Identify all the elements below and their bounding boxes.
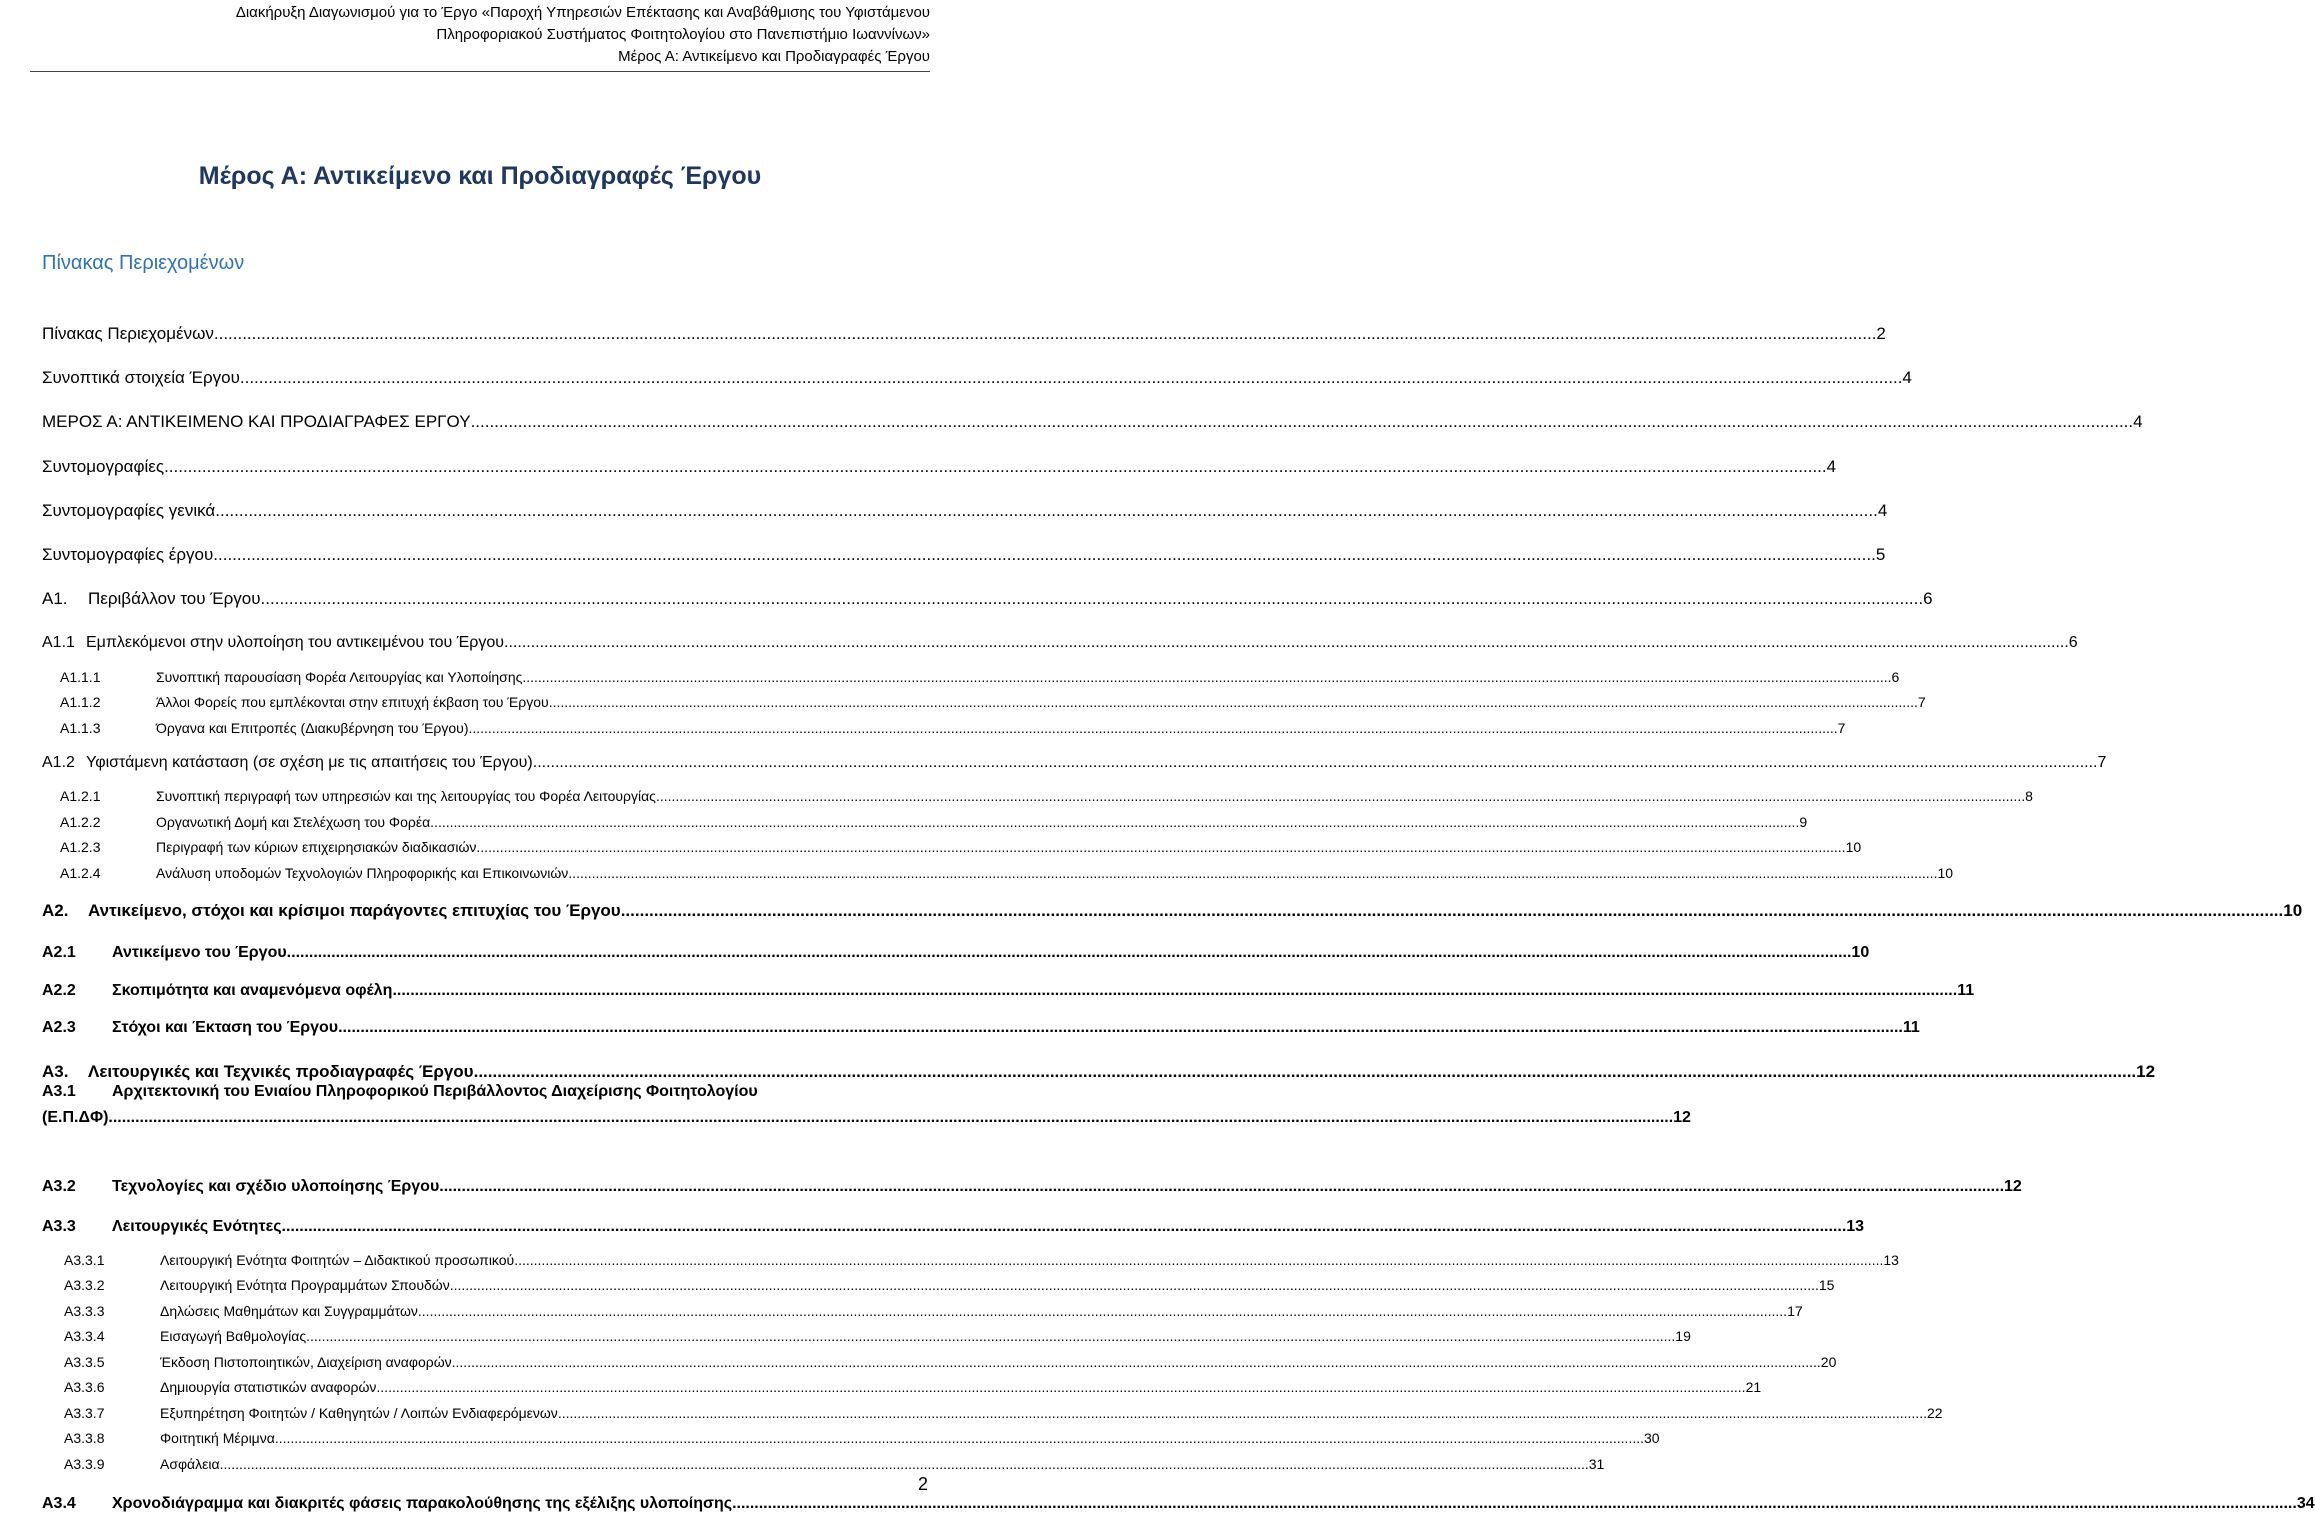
toc-entry[interactable] (42, 1109, 1691, 1127)
toc-entry-title: ΜΕΡΟΣ Α: ΑΝΤΙΚΕΙΜΕΝΟ ΚΑΙ ΠΡΟΔΙΑΓΡΑΦΕΣ ΕΡΓΟΥ (42, 412, 471, 431)
toc-entry[interactable] (60, 814, 1808, 830)
toc-entry-page: 7 (1837, 720, 1846, 736)
toc-entry[interactable] (42, 412, 2143, 432)
toc-entry[interactable] (64, 1277, 1835, 1293)
toc-entry[interactable] (42, 982, 1975, 1000)
toc-entry-number: Α1. (42, 589, 68, 608)
toc-leader-dots (220, 1456, 1589, 1472)
toc-entry-number: Α3.4 (42, 1495, 76, 1512)
toc-entry[interactable] (64, 1379, 1762, 1395)
header-line-1: Διακήρυξη Διαγωνισμού για το Έργο «Παροχή Υπηρεσιών Επέκτασης και Αναβάθμισης του Υφιστάμενου (235, 4, 930, 21)
toc-entry[interactable] (64, 1354, 1837, 1370)
toc-entry-number: Α1.2 (42, 754, 75, 771)
toc-leader-dots (568, 865, 1937, 881)
toc-entry-number: Α1.2.2 (60, 814, 101, 830)
toc-leader-dots (656, 788, 2025, 804)
toc-entry-number: Α2.1 (42, 944, 76, 961)
toc-entry-number: Α3.3.5 (64, 1354, 105, 1370)
toc-entry-page: 4 (1826, 457, 1837, 476)
toc-leader-dots (240, 368, 1903, 388)
toc-leader-dots (282, 1218, 1847, 1236)
toc-leader-dots (287, 944, 1852, 962)
toc-entry-page: 11 (1957, 982, 1975, 999)
toc-entry-title: Υφιστάμενη κατάσταση (σε σχέση με τις απαιτήσεις του Έργου) (86, 754, 533, 771)
toc-entry[interactable] (64, 1328, 1691, 1344)
toc-entry-number: Α3. (42, 1062, 69, 1081)
toc-entry-number: Α3.3.2 (64, 1277, 105, 1293)
toc-entry-page: 15 (1818, 1277, 1835, 1293)
toc-entry-page: 20 (1820, 1354, 1837, 1370)
toc-entry-title: Σκοπιμότητα και αναμενόμενα οφέλη (112, 982, 393, 999)
toc-leader-dots (338, 1019, 1903, 1037)
toc-leader-dots (471, 412, 2134, 432)
toc-leader-dots (476, 839, 1845, 855)
toc-entry-page: 31 (1588, 1456, 1605, 1472)
toc-entry-title: Συνοπτική παρουσίαση Φορέα Λειτουργίας και Υλοποίησης (156, 669, 523, 685)
toc-entry[interactable] (42, 545, 1886, 565)
toc-entry-page: 9 (1799, 814, 1808, 830)
toc-leader-dots (452, 1354, 1821, 1370)
toc-entry-number: Α1.1.1 (60, 669, 101, 685)
toc-leader-dots (376, 1379, 1745, 1395)
header-line-2: Πληροφοριακού Συστήματος Φοιτητολογίου στο Πανεπιστήμιο Ιωαννίνων» (436, 26, 930, 43)
toc-leader-dots (164, 457, 1827, 477)
toc-entry-page: 34 (2296, 1495, 2315, 1512)
toc-entry-title: Άλλοι Φορείς που εμπλέκονται στην επιτυχή έκβαση του Έργου (156, 694, 549, 710)
toc-entry[interactable] (64, 1456, 1605, 1472)
toc-entry[interactable] (42, 754, 2107, 772)
toc-entry-page: 5 (1875, 545, 1886, 564)
toc-entry[interactable] (42, 501, 1888, 521)
toc-entry-number: Α1.2.1 (60, 788, 101, 804)
toc-entry[interactable] (42, 1218, 1865, 1236)
toc-entry[interactable] (60, 839, 1862, 855)
toc-entry[interactable] (42, 1178, 2022, 1196)
toc-leader-dots (474, 1062, 2137, 1082)
toc-entry-page: 7 (1917, 694, 1926, 710)
toc-entry[interactable] (42, 457, 1837, 477)
toc-entry-page: 22 (1926, 1405, 1943, 1421)
toc-entry[interactable] (42, 324, 1886, 344)
toc-entry-title: Εμπλεκόμενοι στην υλοποίηση του αντικειμένου του Έργου (86, 634, 505, 651)
toc-entry-page: 4 (1877, 501, 1888, 520)
toc-entry-number: Α1.1 (42, 634, 75, 651)
toc-entry-title: Αντικείμενο, στόχοι και κρίσιμοι παράγοντες επιτυχίας του Έργου (88, 901, 621, 920)
toc-entry-page: 2 (1876, 324, 1886, 343)
toc-entry-page: 17 (1787, 1303, 1803, 1319)
toc-leader-dots (214, 324, 1877, 344)
toc-entry-number: Α3.3.1 (64, 1252, 105, 1268)
toc-entry-number: Α1.2.3 (60, 839, 101, 855)
toc-entry[interactable] (42, 1495, 2315, 1513)
toc-leader-dots (392, 982, 1957, 1000)
toc-entry[interactable] (64, 1303, 1803, 1319)
toc-entry-title: Πίνακας Περιεχομένων (42, 324, 214, 343)
toc-entry-number: Α2. (42, 901, 69, 920)
toc-entry[interactable] (42, 368, 1912, 388)
toc-entry-title: Δηλώσεις Μαθημάτων και Συγγραμμάτων (160, 1303, 418, 1319)
toc-entry[interactable] (64, 1405, 1943, 1421)
toc-entry[interactable] (42, 634, 2078, 652)
toc-entry-title: Εισαγωγή Βαθμολογίας (160, 1328, 307, 1344)
toc-entry-title: Οργανωτική Δομή και Στελέχωση του Φορέα (156, 814, 431, 830)
toc-entry-title: Αντικείμενο του Έργου (112, 944, 287, 961)
toc-entry-number: Α3.2 (42, 1178, 76, 1195)
toc-entry[interactable] (42, 901, 2303, 921)
toc-entry-title: Έκδοση Πιστοποιητικών, Διαχείριση αναφορών (160, 1354, 452, 1370)
toc-entry-number: Α3.3.7 (64, 1405, 105, 1421)
toc-entry-title: Συνοπτικά στοιχεία Έργου (42, 368, 240, 387)
toc-entry-title: Ανάλυση υποδομών Τεχνολογιών Πληροφορικής και Επικοινωνιών (156, 865, 569, 881)
page-number: 2 (917, 1474, 928, 1494)
toc-entry-number: Α1.1.2 (60, 694, 101, 710)
toc-leader-dots (439, 1178, 2004, 1196)
toc-leader-dots (533, 754, 2098, 772)
toc-entry-page: 6 (1923, 589, 1933, 608)
toc-entry[interactable] (60, 865, 1954, 881)
toc-entry-page: 19 (1675, 1328, 1691, 1344)
toc-entry-number: Α3.3 (42, 1218, 76, 1235)
toc-leader-dots (450, 1277, 1819, 1293)
toc-leader-dots (514, 1252, 1883, 1268)
toc-entry-title: Λειτουργικές και Τεχνικές προδιαγραφές Έργου (88, 1062, 474, 1081)
toc-entry-title: Τεχνολογίες και σχέδιο υλοποίησης Έργου (112, 1178, 440, 1195)
toc-entry-title: Λειτουργική Ενότητα Φοιτητών – Διδακτικού προσωπικού (160, 1252, 515, 1268)
toc-entry-number: Α3.3.9 (64, 1456, 105, 1472)
header-line-3: Μέρος Α: Αντικείμενο και Προδιαγραφές Έργου (618, 48, 930, 65)
toc-entry-title-continued: (Ε.Π.ΔΦ) (42, 1109, 109, 1126)
toc-entry-title: Περιβάλλον του Έργου (88, 589, 261, 608)
toc-entry-number: Α3.3.3 (64, 1303, 105, 1319)
toc-entry-page: 10 (2283, 901, 2303, 920)
toc-entry[interactable] (42, 944, 1870, 962)
toc-entry-title-line[interactable] (42, 1083, 758, 1101)
toc-entry-number: Α3.3.4 (64, 1328, 105, 1344)
toc-entry-number: Α3.1 (42, 1083, 76, 1100)
toc-entry-page: 11 (1902, 1019, 1920, 1036)
toc-leader-dots (732, 1495, 2297, 1513)
toc-entry-page: 12 (2136, 1062, 2156, 1081)
toc-entry-title: Λειτουργική Ενότητα Προγραμμάτων Σπουδών (160, 1277, 450, 1293)
toc-entry-title: Συντομογραφίες έργου (42, 545, 214, 564)
toc-entry[interactable] (42, 1062, 2156, 1082)
toc-entry-page: 10 (1845, 839, 1862, 855)
toc-entry-title: Εξυπηρέτηση Φοιτητών / Καθηγητών / Λοιπών Ενδιαφερόμενων (160, 1405, 558, 1421)
toc-leader-dots (621, 901, 2284, 921)
toc-entry-page: 8 (2025, 788, 2033, 804)
toc-entry-title: Περιγραφή των κύριων επιχειρησιακών διαδικασιών (156, 839, 477, 855)
toc-entry-page: 12 (1673, 1109, 1691, 1126)
table-of-contents (42, 0, 2315, 1512)
toc-entry-page: 30 (1644, 1430, 1660, 1446)
toc-leader-dots (504, 634, 2069, 652)
toc-entry-page: 4 (1902, 368, 1912, 387)
toc-leader-dots (215, 501, 1878, 521)
toc-leader-dots (306, 1328, 1675, 1344)
toc-entry-title: Συντομογραφίες γενικά (42, 501, 216, 520)
toc-entry[interactable] (60, 669, 1900, 685)
toc-entry-page: 6 (2068, 634, 2078, 651)
toc-entry-page: 6 (1891, 669, 1900, 685)
toc-leader-dots (522, 669, 1891, 685)
toc-entry[interactable] (60, 694, 1926, 710)
toc-entry-number: Α1.1.3 (60, 720, 101, 736)
toc-leader-dots (549, 694, 1918, 710)
toc-entry-title: Ασφάλεια (160, 1456, 220, 1472)
toc-entry[interactable] (42, 1019, 1920, 1037)
toc-entry-page: 4 (2133, 412, 2143, 431)
toc-entry-number: Α2.2 (42, 982, 76, 999)
toc-entry-title: Συντομογραφίες (42, 457, 165, 476)
toc-entry-number: Α3.3.8 (64, 1430, 105, 1446)
toc-entry-number: Α3.3.6 (64, 1379, 105, 1395)
toc-entry-number: Α2.3 (42, 1019, 76, 1036)
toc-entry[interactable] (60, 788, 2033, 804)
toc-entry-title: Λειτουργικές Ενότητες (112, 1218, 282, 1235)
toc-leader-dots (468, 720, 1837, 736)
toc-entry-page: 10 (1937, 865, 1954, 881)
toc-entry-title: Συνοπτική περιγραφή των υπηρεσιών και της λειτουργίας του Φορέα Λειτουργίας (156, 788, 656, 804)
toc-leader-dots (108, 1109, 1673, 1127)
toc-entry-page: 21 (1745, 1379, 1762, 1395)
toc-entry-title: Στόχοι και Έκταση του Έργου (112, 1019, 339, 1036)
toc-entry-page: 13 (1846, 1218, 1865, 1235)
toc-entry-title: Φοιτητική Μέριμνα (160, 1430, 275, 1446)
toc-entry[interactable] (42, 589, 1933, 609)
main-title: Μέρος Α: Αντικείμενο και Προδιαγραφές Έργου (198, 162, 762, 190)
toc-entry-page: 7 (2097, 754, 2107, 771)
toc-heading: Πίνακας Περιεχομένων (42, 252, 245, 274)
toc-entry[interactable] (64, 1430, 1660, 1446)
toc-leader-dots (558, 1405, 1927, 1421)
toc-entry-number: Α1.2.4 (60, 865, 101, 881)
toc-leader-dots (418, 1303, 1787, 1319)
toc-leader-dots (430, 814, 1799, 830)
toc-entry-title: Χρονοδιάγραμμα και διακριτές φάσεις παρακολούθησης της εξέλιξης υλοποίησης (112, 1495, 733, 1512)
toc-leader-dots (275, 1430, 1644, 1446)
toc-entry[interactable] (60, 720, 1846, 736)
toc-leader-dots (213, 545, 1876, 565)
toc-entry-title: Όργανα και Επιτροπές (Διακυβέρνηση του Έργου) (156, 720, 469, 736)
toc-leader-dots (261, 589, 1924, 609)
toc-entry-title: Δημιουργία στατιστικών αναφορών (160, 1379, 377, 1395)
toc-entry-title: Αρχιτεκτονική του Ενιαίου Πληροφορικού Περιβάλλοντος Διαχείρισης Φοιτητολογίου (112, 1083, 758, 1100)
toc-entry-page: 12 (2004, 1178, 2022, 1195)
toc-entry-page: 10 (1851, 944, 1870, 961)
toc-entry[interactable] (64, 1252, 1899, 1268)
toc-entry-page: 13 (1883, 1252, 1899, 1268)
